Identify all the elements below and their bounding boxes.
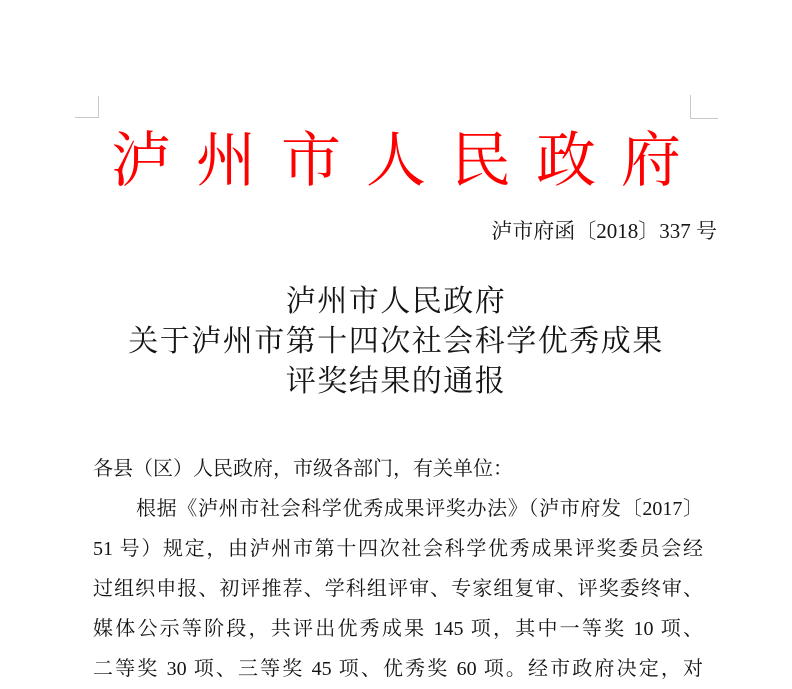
salutation-line: 各县（区）人民政府，市级各部门，有关单位：	[93, 458, 513, 480]
document-title-line-1: 泸州市人民政府	[285, 285, 507, 318]
document-reference-number: 泸市府函〔2018〕337 号	[491, 219, 717, 243]
document-title-line-3: 评奖结果的通报	[285, 365, 507, 398]
masthead-title: 泸州市人民政府	[111, 128, 706, 194]
document-body	[93, 449, 703, 689]
body-line: 媒体公示等阶段，共评出优秀成果 145 项，其中一等奖 10 项、	[93, 618, 703, 640]
body-line: 51 号）规定，由泸州市第十四次社会科学优秀成果评奖委员会经	[93, 538, 703, 560]
text-margin-mark-top-right	[690, 95, 718, 119]
body-line: 根据《泸州市社会科学优秀成果评奖办法》（泸市府发〔2017〕	[136, 498, 703, 520]
body-line: 过组织申报、初评推荐、学科组评审、专家组复审、评奖委终审、	[93, 578, 703, 600]
body-line: 二等奖 30 项、三等奖 45 项、优秀奖 60 项。经市政府决定，对	[93, 658, 703, 680]
document-title-line-2: 关于泸州市第十四次社会科学优秀成果	[128, 325, 664, 358]
document-title	[0, 282, 792, 402]
text-margin-mark-top-left	[75, 96, 99, 118]
